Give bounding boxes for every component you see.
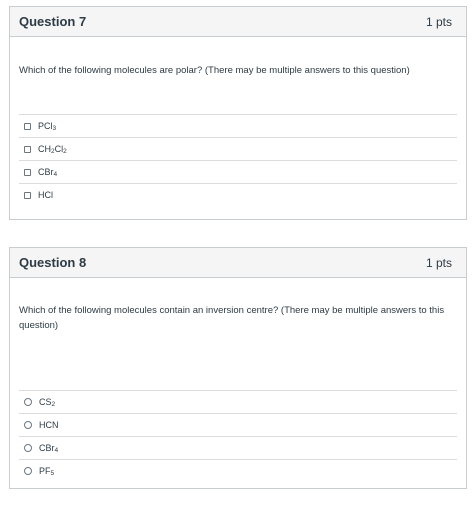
- answer-option[interactable]: [19, 137, 457, 160]
- answer-label: CBr$_4$: [39, 442, 59, 454]
- question-title: Question 7: [19, 14, 87, 29]
- radio-button[interactable]: [24, 467, 32, 475]
- answer-label: $PF_5$: [39, 465, 55, 477]
- answer-label: $CH_2Cl_2$: [38, 143, 67, 155]
- question-8-card: [9, 247, 467, 489]
- answer-option[interactable]: [19, 114, 457, 137]
- question-7-card: [9, 6, 467, 220]
- answer-label: $CS_2$: [39, 396, 56, 408]
- question-points: 1 pts: [425, 255, 452, 270]
- answer-label: HCl: [38, 190, 53, 200]
- question-text: Which of the following molecules are polar? (There may be multiple answers to this question): [19, 65, 410, 76]
- checkbox[interactable]: [24, 192, 31, 199]
- radio-button[interactable]: [24, 398, 32, 406]
- question-header: [10, 7, 466, 37]
- answer-list: [19, 114, 457, 206]
- radio-button[interactable]: [24, 444, 32, 452]
- checkbox[interactable]: [24, 169, 31, 176]
- question-points: 1 pts: [425, 14, 452, 29]
- question-title: Question 8: [19, 255, 87, 270]
- radio-button[interactable]: [24, 421, 32, 429]
- question-header: [10, 248, 466, 278]
- answer-option[interactable]: [19, 413, 457, 436]
- checkbox[interactable]: [24, 146, 31, 153]
- answer-option[interactable]: [19, 459, 457, 482]
- answer-label: HCN: [39, 420, 59, 430]
- answer-option[interactable]: [19, 160, 457, 183]
- checkbox[interactable]: [24, 123, 31, 130]
- answer-option[interactable]: [19, 390, 457, 413]
- answer-option[interactable]: [19, 436, 457, 459]
- answer-label: CBr$_4$: [38, 166, 58, 178]
- answer-label: PCl$_3$: [38, 120, 57, 132]
- answer-option[interactable]: [19, 183, 457, 206]
- question-text: Which of the following molecules contain an inversion centre? (There may be multiple answers to this question): [19, 305, 445, 331]
- answer-list: [19, 390, 457, 482]
